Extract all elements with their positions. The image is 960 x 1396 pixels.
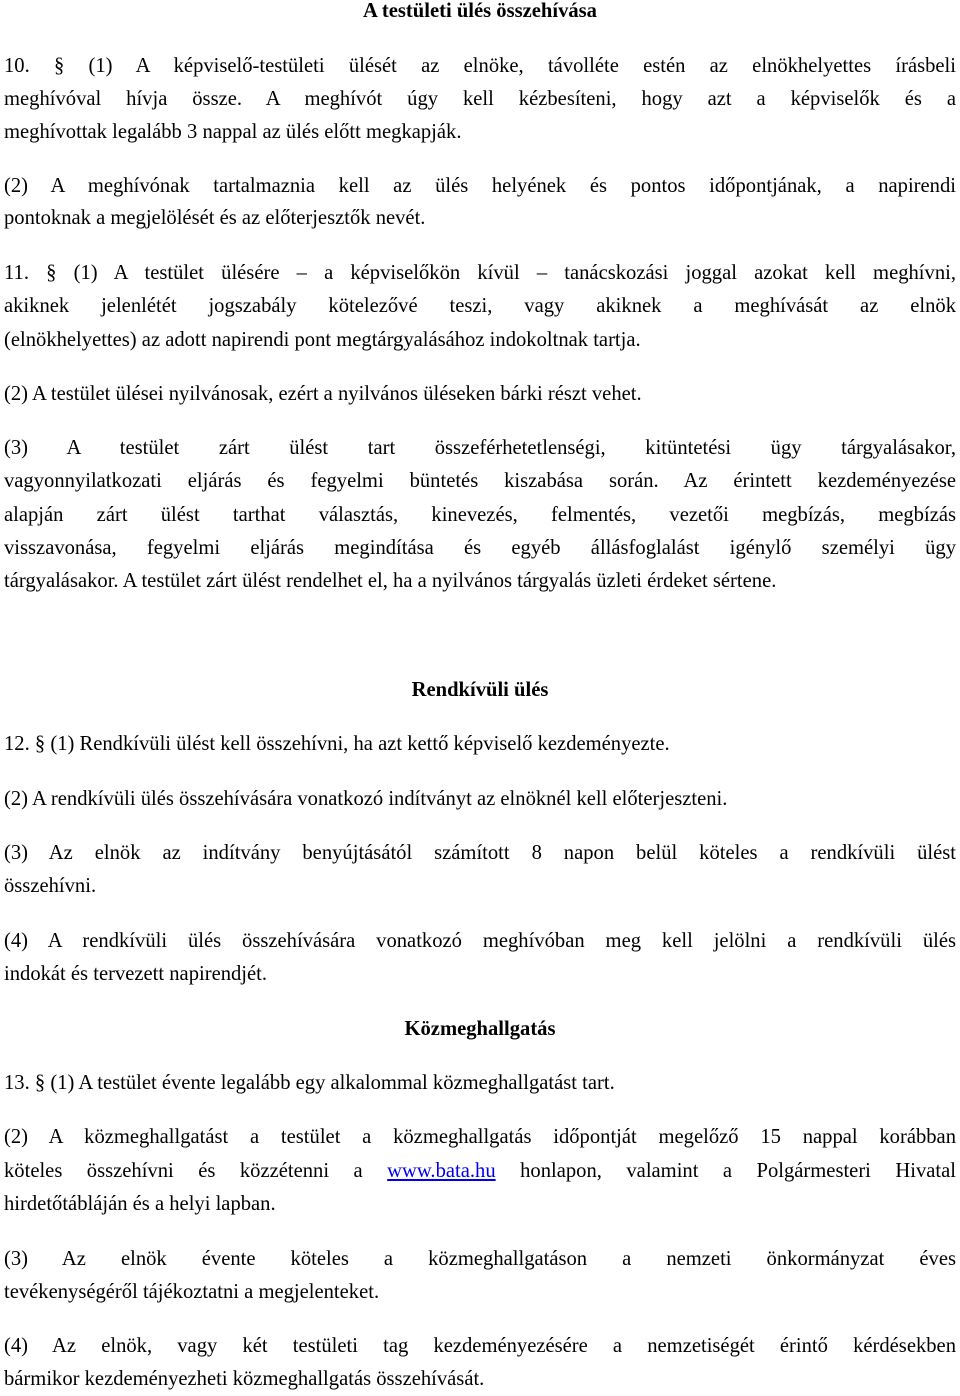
- paragraph-11-1-line-3: (elnökhelyettes) az adott napirendi pont megtárgyalásához indokoltnak tartja.: [4, 329, 641, 351]
- paragraph-10-1-line-3: meghívottak legalább 3 nappal az ülés előtt megkapják.: [4, 121, 462, 143]
- paragraph-13-1-line-1: 13. § (1) A testület évente legalább egy alkalommal közmeghallgatást tart.: [4, 1072, 615, 1094]
- paragraph-11-2-line-1: (2) A testület ülései nyilvánosak, ezért a nyilvános üléseken bárki részt vehet.: [4, 383, 642, 405]
- section-title-rendkivuli-ules: Rendkívüli ülés: [411, 679, 549, 701]
- paragraph-13-2-line-2-after: honlapon, valamint a Polgármesteri Hivatal: [520, 1160, 956, 1182]
- paragraph-10-2-line-2: pontoknak a megjelölését és az előterjesztők nevét.: [4, 207, 426, 229]
- paragraph-13-3-line-2: tevékenységéről tájékoztatni a megjelenteket.: [4, 1281, 380, 1303]
- paragraph-13-4-line-2: bármikor kezdeményezheti közmeghallgatás összehívását.: [4, 1368, 485, 1390]
- website-link[interactable]: www.bata.hu: [387, 1160, 496, 1182]
- paragraph-11-1-line-1: 11. § (1) A testület ülésére – a képviselőkön kívül – tanácskozási joggal azokat kell meghívni,: [4, 262, 956, 284]
- paragraph-12-1-line-1: 12. § (1) Rendkívüli ülést kell összehívni, ha azt kettő képviselő kezdeményezte.: [4, 733, 670, 755]
- paragraph-11-3-line-2: vagyonnyilatkozati eljárás és fegyelmi büntetés kiszabása során. Az érintett kezdeményezése: [4, 470, 956, 492]
- paragraph-12-4-line-1: (4) A rendkívüli ülés összehívására vonatkozó meghívóban meg kell jelölni a rendkívüli ülés: [4, 930, 956, 952]
- paragraph-13-2-line-2-before: köteles összehívni és közzétenni a: [4, 1160, 363, 1182]
- paragraph-10-1-line-2: meghívóval hívja össze. A meghívót úgy kell kézbesíteni, hogy azt a képviselők és a: [4, 88, 956, 110]
- paragraph-11-3-line-5: tárgyalásakor. A testület zárt ülést rendelhet el, ha a nyilvános tárgyalás üzleti érdeket sértene.: [4, 570, 777, 592]
- section-title-testuleti-ules: A testületi ülés összehívása: [363, 0, 597, 22]
- paragraph-12-4-line-2: indokát és tervezett napirendjét.: [4, 963, 268, 985]
- paragraph-11-3-line-3: alapján zárt ülést tarthat választás, kinevezés, felmentés, vezetői megbízás, megbízás: [4, 504, 956, 526]
- paragraph-13-2-line-1: (2) A közmeghallgatást a testület a közmeghallgatás időpontját megelőző 15 nappal korábban: [4, 1126, 956, 1148]
- paragraph-11-3-line-1: (3) A testület zárt ülést tart összeférhetetlenségi, kitüntetési ügy tárgyalásakor,: [4, 437, 956, 459]
- paragraph-13-2-line-3: hirdetőtábláján és a helyi lapban.: [4, 1193, 276, 1215]
- paragraph-10-2-line-1: (2) A meghívónak tartalmaznia kell az ülés helyének és pontos időpontjának, a napirendi: [4, 175, 956, 197]
- paragraph-12-3-line-1: (3) Az elnök az indítvány benyújtásától számított 8 napon belül köteles a rendkívüli ülést: [4, 842, 956, 864]
- paragraph-13-2-line-2: [4, 1161, 956, 1185]
- paragraph-11-3-line-4: visszavonása, fegyelmi eljárás megindítása és egyéb állásfoglalást igénylő személyi ügy: [4, 537, 956, 559]
- paragraph-11-1-line-2: akiknek jelenlétét jogszabály kötelezővé teszi, vagy akiknek a meghívását az elnök: [4, 295, 956, 317]
- paragraph-13-3-line-1: (3) Az elnök évente köteles a közmeghallgatáson a nemzeti önkormányzat éves: [4, 1248, 956, 1270]
- paragraph-12-3-line-2: összehívni.: [4, 875, 97, 897]
- paragraph-12-2-line-1: (2) A rendkívüli ülés összehívására vonatkozó indítványt az elnöknél kell előterjeszteni.: [4, 788, 728, 810]
- section-title-kozmeghallgatas: Közmeghallgatás: [404, 1018, 556, 1040]
- paragraph-10-1-line-1: 10. § (1) A képviselő-testületi ülését az elnöke, távolléte estén az elnökhelyettes írásbeli: [4, 55, 956, 77]
- paragraph-13-4-line-1: (4) Az elnök, vagy két testületi tag kezdeményezésére a nemzetiségét érintő kérdésekben: [4, 1335, 956, 1357]
